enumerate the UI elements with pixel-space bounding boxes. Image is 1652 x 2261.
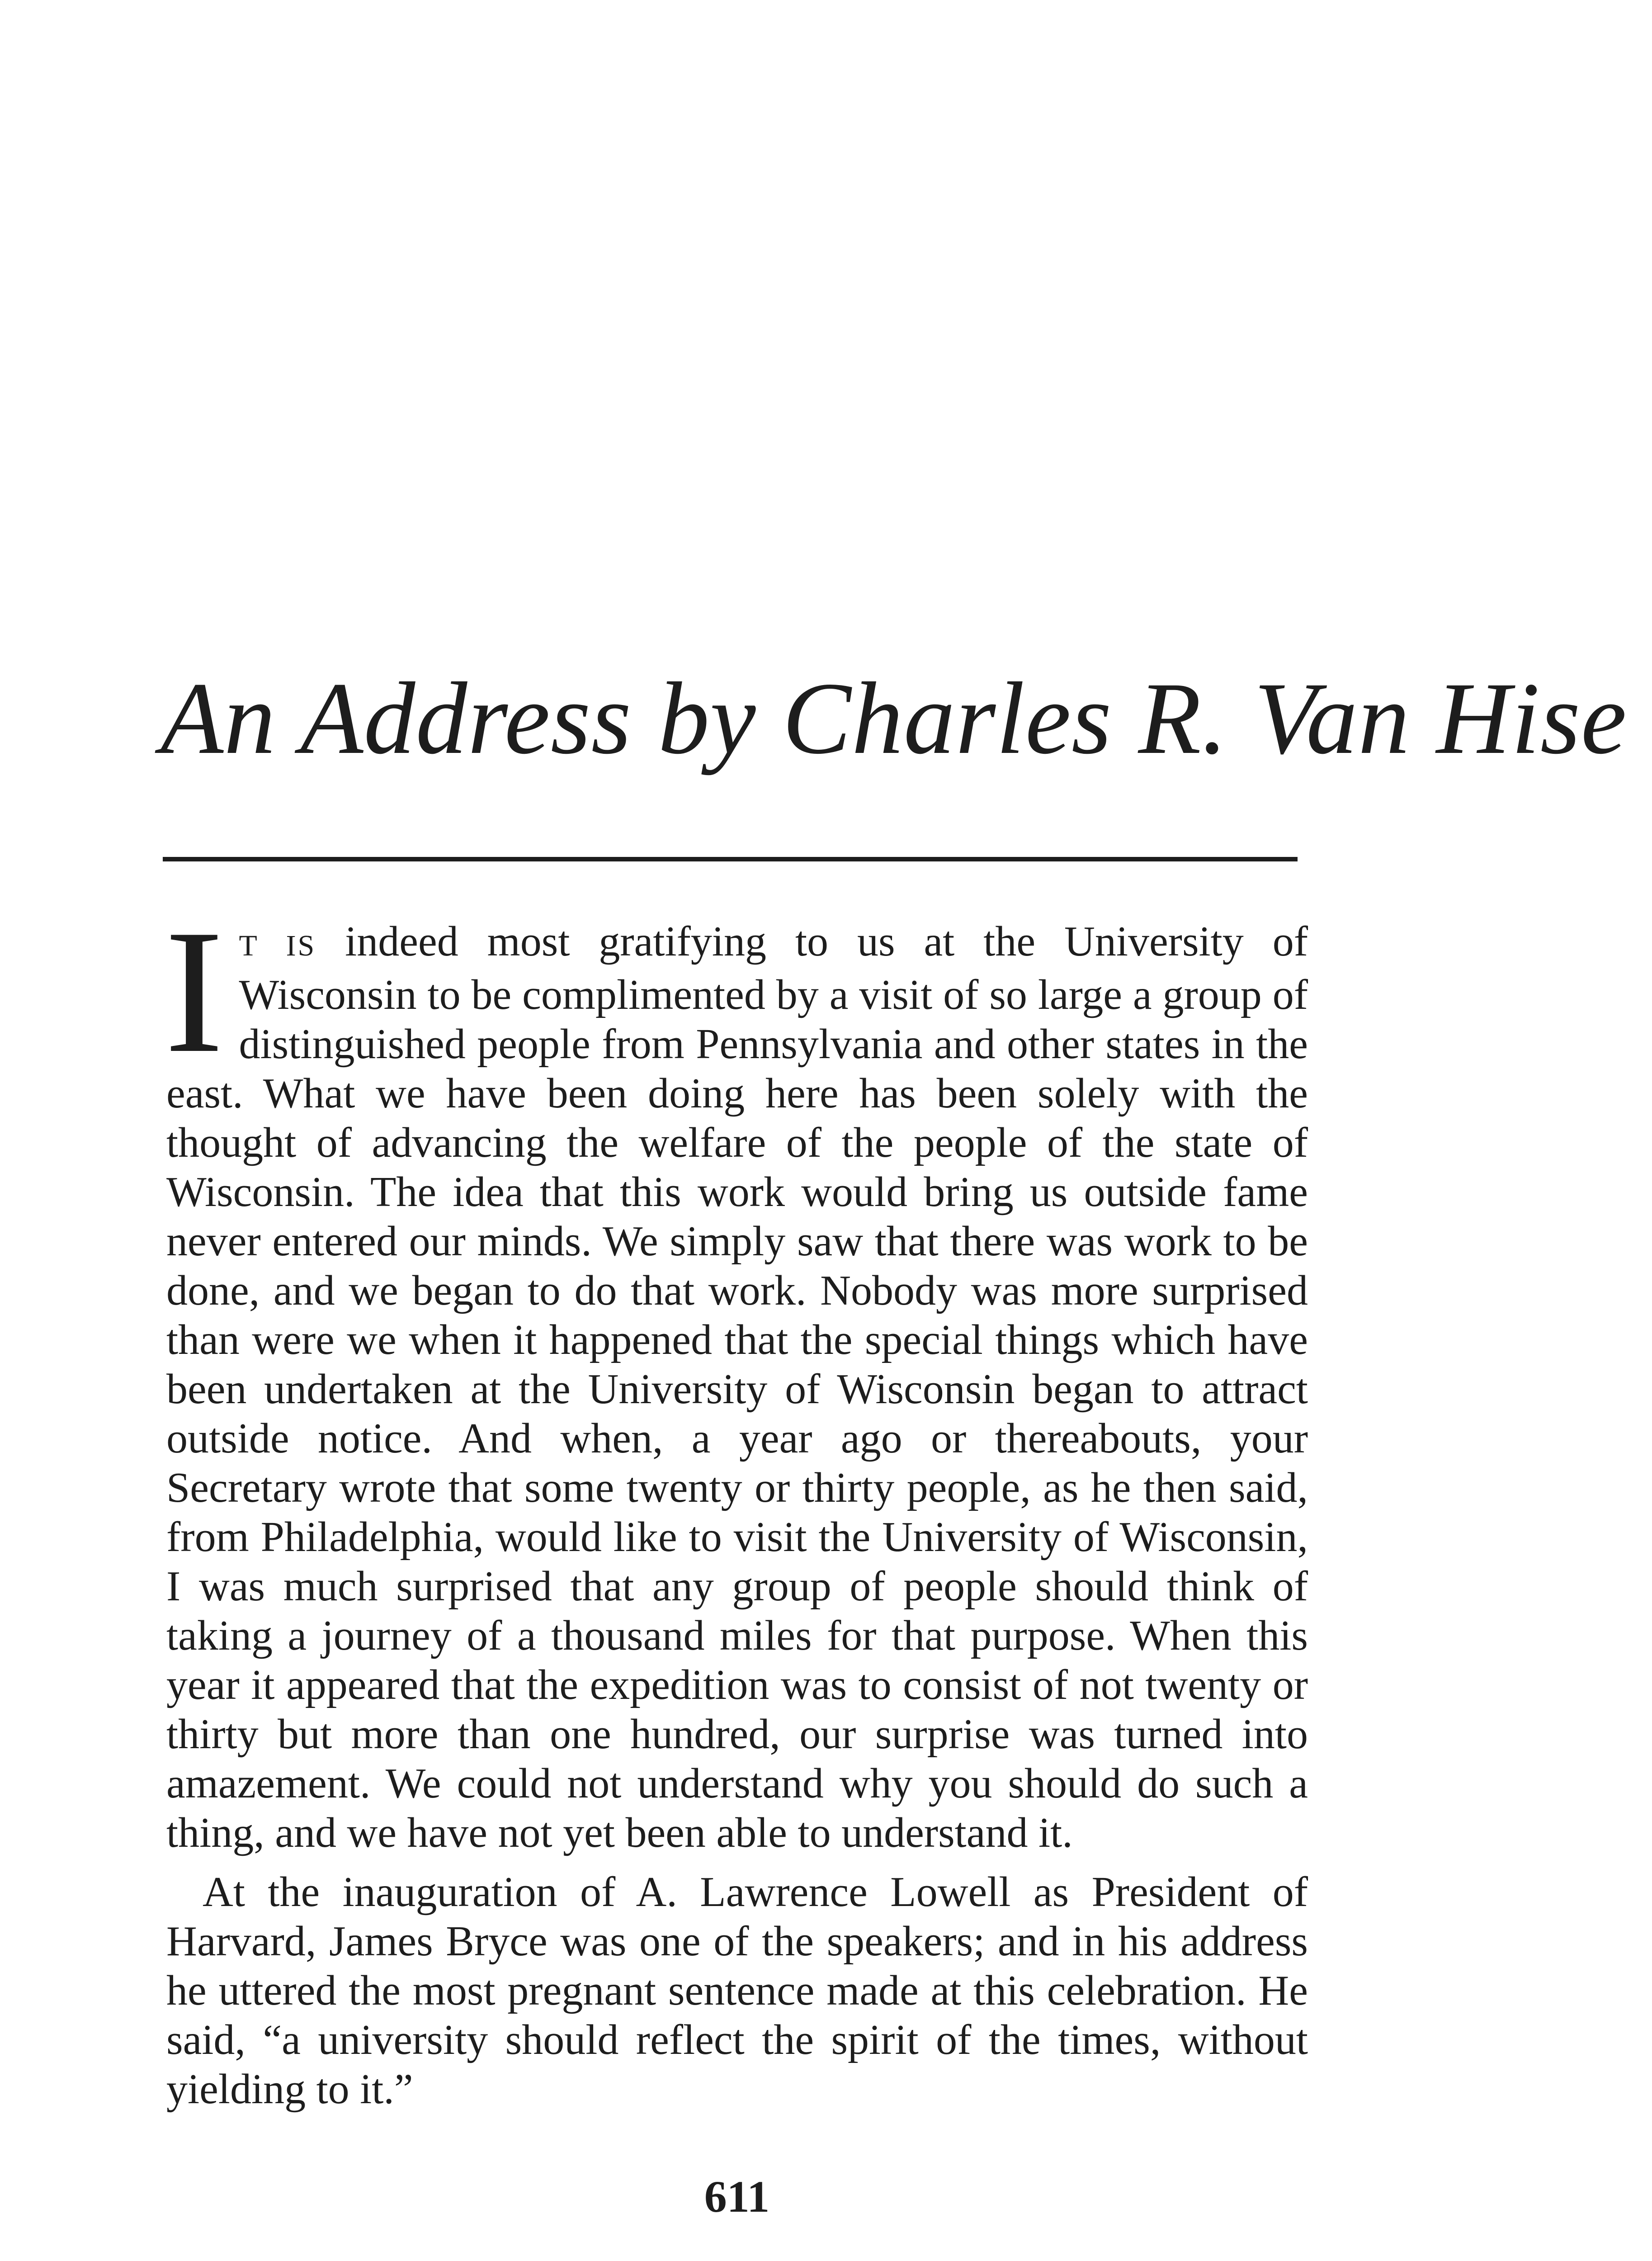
article-title: An Address by Charles R. Van Hise [160,662,1627,776]
paragraph-1-text: indeed most gratifying to us at the University of Wisconsin to be complimented by a visit of so large a group of distinguished people from Pennsylvania and other states in the east. What we have been doing here has been solely with the thought of advancing the welfare of the people of the state of Wisconsin. The idea that this work would bring us outside fame never entered our minds. We simply saw that there was work to be done, and we began to do that work. Nobody was more surprised than were we when it happened that the special things which have been undertaken at the University of Wisconsin began to attract outside notice. And when, a year ago or thereabouts, your Secretary wrote that some twenty or thirty people, as he then said, from Philadelphia, would like to visit the University of Wisconsin, I was much surprised that any group of people should think of taking a journey of a thousand miles for that purpose. When this year it appeared that the expedition was to consist of not twenty or thirty but more than one hundred, our surprise was turned into amazement. We could not understand why you should do such a thing, and we have not yet been able to understand it. [166,918,1308,1856]
page-number: 611 [704,2171,770,2222]
article-body [165,893,1308,2114]
drop-cap: I [165,893,224,1089]
paragraph-1 [165,893,1308,1858]
title-divider [163,857,1298,861]
lead-in-small-caps: T IS [239,929,316,962]
paragraph-2: At the inauguration of A. Lawrence Lowell as President of Harvard, James Bryce was one of the speakers; and in his address he uttered the most pregnant sentence made at this celebration. He said, “a university should reflect the spirit of the times, without yielding to it.” [166,1868,1308,2113]
